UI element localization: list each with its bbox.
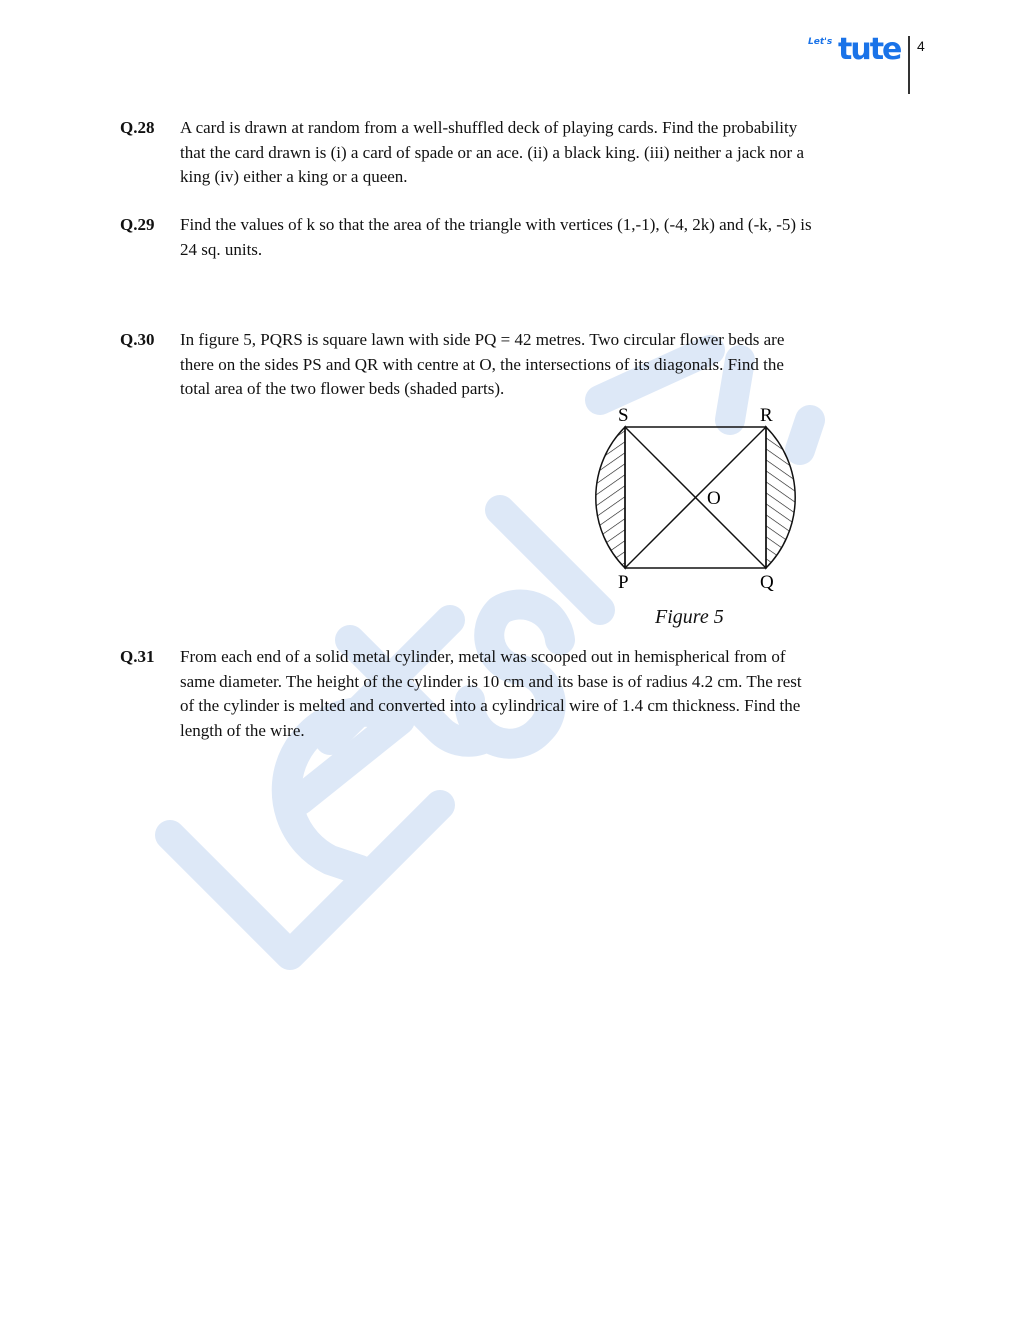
label-o: O	[707, 488, 721, 509]
logo-small-text: Let's	[808, 37, 833, 47]
question-29	[120, 213, 900, 262]
question-number: Q.31	[120, 647, 155, 666]
question-31	[120, 645, 900, 743]
watermark-letter-l	[170, 805, 440, 955]
question-number: Q.28	[120, 118, 155, 137]
page-number: 4	[917, 38, 925, 54]
label-p: P	[618, 572, 629, 593]
figure-caption: Figure 5	[655, 606, 724, 628]
question-text: Find the values of k so that the area of the triangle with vertices (1,-1), (-4, 2k) and (-k, -5) is 24 sq. units.	[180, 215, 812, 259]
question-30	[120, 328, 900, 402]
question-text: In figure 5, PQRS is square lawn with side PQ = 42 metres. Two circular flower beds are there on the sides PS and QR with centre at O, the intersections of its diagonals. Find the total area of the two flower beds (shaded parts).	[180, 330, 785, 398]
logo-big-text: tute	[838, 32, 901, 67]
label-r: R	[760, 405, 773, 426]
question-text: From each end of a solid metal cylinder, metal was scooped out in hemispherical from of same diameter. The height of the cylinder is 10 cm and its base is of radius 4.2 cm. The rest of the cylinder is melted and converted into a cylindrical wire of 1.4 cm thickness. Find the length of the wire.	[180, 647, 802, 740]
question-number: Q.29	[120, 215, 155, 234]
header-divider	[908, 36, 910, 94]
question-28	[120, 116, 900, 190]
question-number: Q.30	[120, 330, 155, 349]
label-s: S	[618, 405, 629, 426]
right-flower-bed	[766, 427, 795, 568]
label-q: Q	[760, 572, 774, 593]
left-flower-bed	[596, 427, 625, 568]
figure-5-diagram	[580, 400, 820, 600]
question-text: A card is drawn at random from a well-shuffled deck of playing cards. Find the probability that the card drawn is (i) a card of spade or an ace. (ii) a black king. (iii) neither a jack nor a king (iv) either a king or a queen.	[180, 118, 804, 186]
letstute-logo	[808, 32, 904, 72]
